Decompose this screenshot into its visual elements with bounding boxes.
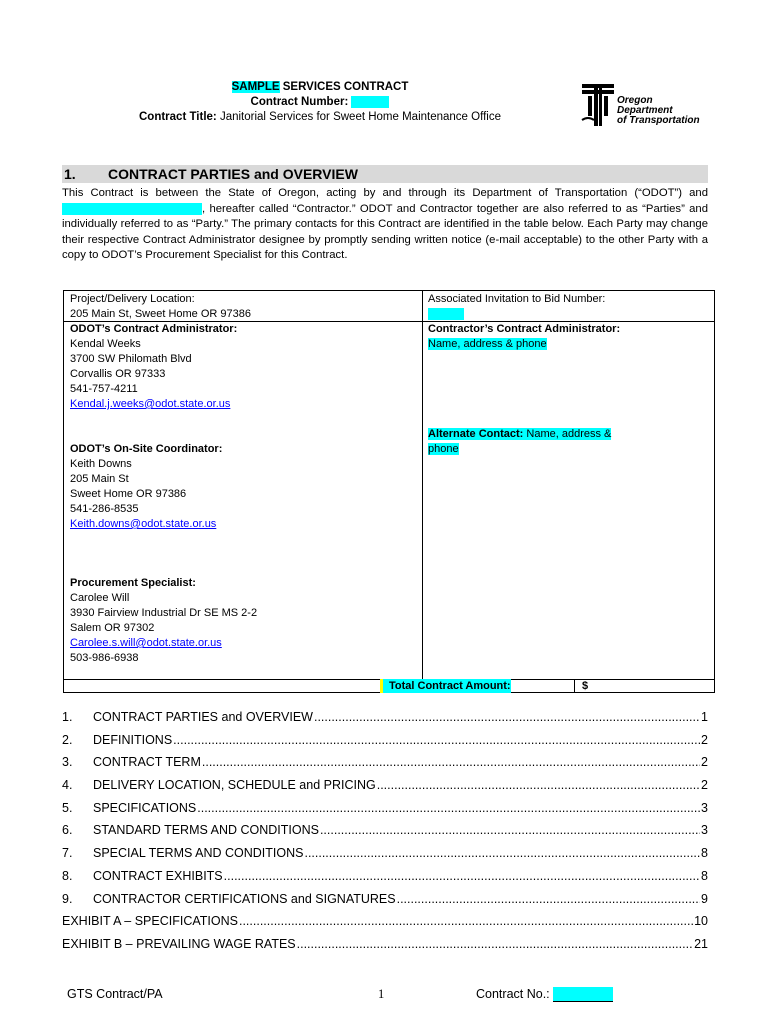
toc-leader-dots bbox=[304, 846, 700, 860]
sample-highlight: SAMPLE bbox=[231, 81, 280, 93]
toc-entry[interactable] bbox=[62, 892, 708, 915]
toc-entry[interactable] bbox=[62, 710, 708, 733]
toc-entry-title: SPECIFICATIONS bbox=[93, 800, 197, 815]
contract-number-blank[interactable] bbox=[351, 96, 389, 108]
footer-contract-number-blank[interactable] bbox=[553, 987, 613, 1002]
odot-admin-email-link[interactable]: Kendal.j.weeks@odot.state.or.us bbox=[70, 398, 231, 410]
toc-entry-page: 21 bbox=[694, 936, 708, 951]
toc-entry-page: 8 bbox=[701, 868, 708, 883]
toc-entry-page: 2 bbox=[701, 732, 708, 747]
table-divider bbox=[422, 291, 423, 679]
toc-entry-number: 2. bbox=[62, 732, 73, 747]
toc-leader-dots bbox=[224, 869, 700, 883]
toc-entry-page: 3 bbox=[701, 823, 708, 838]
toc-entry-page: 2 bbox=[701, 755, 708, 770]
toc-entry[interactable] bbox=[62, 778, 708, 801]
toc-leader-dots bbox=[314, 710, 700, 724]
procurement-specialist-cell: Procurement Specialist: Carolee Will 3930 Fairview Industrial Dr SE MS 2-2 Salem OR 97302 Carolee.s.will@odot.state.or.us 503-986-6938 bbox=[70, 577, 258, 664]
toc-leader-dots bbox=[173, 733, 700, 747]
toc-entry[interactable] bbox=[62, 937, 708, 960]
toc-entry[interactable] bbox=[62, 846, 708, 869]
bid-number-blank[interactable] bbox=[428, 308, 464, 320]
toc-entry-page: 1 bbox=[701, 710, 708, 724]
toc-entry-title: CONTRACT EXHIBITS bbox=[93, 868, 223, 883]
toc-entry-title: STANDARD TERMS AND CONDITIONS bbox=[93, 823, 319, 838]
odot-logo-text: Oregon Department of Transportation bbox=[617, 95, 700, 126]
toc-entry[interactable] bbox=[62, 801, 708, 824]
toc-entry-title: DELIVERY LOCATION, SCHEDULE and PRICING bbox=[93, 778, 376, 793]
alternate-contact-cell: Alternate Contact: Name, address & phone bbox=[428, 428, 612, 455]
toc-entry-title: SPECIAL TERMS AND CONDITIONS bbox=[93, 846, 304, 861]
toc-entry-number: 1. bbox=[62, 710, 73, 724]
total-amount-value[interactable]: $ bbox=[582, 680, 589, 692]
toc-entry-number: 7. bbox=[62, 846, 73, 861]
project-location-cell: Project/Delivery Location: 205 Main St, Sweet Home OR 97386 bbox=[70, 293, 251, 320]
toc-entry-number: 8. bbox=[62, 868, 73, 883]
toc-entry[interactable] bbox=[62, 823, 708, 846]
toc-entry-number: 3. bbox=[62, 755, 73, 770]
toc-leader-dots bbox=[397, 892, 700, 906]
toc-entry-title: CONTRACT PARTIES and OVERVIEW bbox=[93, 710, 313, 724]
odot-admin-cell: ODOT’s Contract Administrator: Kendal Weeks 3700 SW Philomath Blvd Corvallis OR 97333 541-757-4211 Kendal.j.weeks@odot.state.or.us bbox=[70, 323, 238, 410]
toc-entry-page: 8 bbox=[701, 846, 708, 861]
toc-entry[interactable] bbox=[62, 914, 708, 937]
toc-entry-title: EXHIBIT B – PREVAILING WAGE RATES bbox=[62, 936, 296, 951]
section-1-intro: This Contract is between the State of Oregon, acting by and through its Department of Transportation (“ODOT”) and , hereafter called “Contractor.” ODOT and Contractor together are also referred to as “Parties” and individually referred to as “Party.” The primary contacts for this Contract are identified in the table below. Each Party may change their respective Contract Administrator designee by promptly sending written notice (e-mail acceptable) to the other Party with a copy to ODOT’s Procurement Specialist for this Contract. bbox=[62, 187, 708, 261]
footer-form-id: GTS Contract/PA bbox=[67, 987, 163, 1001]
contract-number-line: Contract Number: bbox=[0, 95, 640, 110]
toc-leader-dots bbox=[297, 937, 693, 951]
toc-entry[interactable] bbox=[62, 733, 708, 756]
contract-parties-table bbox=[63, 290, 715, 693]
contractor-admin-cell: Contractor’s Contract Administrator: Name, address & phone bbox=[428, 323, 621, 350]
toc-entry-title: DEFINITIONS bbox=[93, 732, 173, 747]
document-header bbox=[0, 80, 640, 125]
toc-entry-title: CONTRACT TERM bbox=[93, 755, 201, 770]
total-amount-label-cell bbox=[380, 679, 576, 693]
section-1-heading: 1. CONTRACT PARTIES and OVERVIEW bbox=[62, 165, 708, 183]
toc-entry-page: 10 bbox=[694, 914, 708, 929]
toc-leader-dots bbox=[377, 778, 700, 792]
toc-entry-number: 5. bbox=[62, 800, 73, 815]
odot-logo-icon bbox=[580, 82, 616, 128]
footer-page-number: 1 bbox=[378, 987, 385, 1001]
contractor-admin-placeholder[interactable]: Name, address & phone bbox=[428, 338, 547, 350]
table-divider bbox=[574, 679, 575, 693]
toc-entry-page: 2 bbox=[701, 778, 708, 793]
toc-entry-title: EXHIBIT A – SPECIFICATIONS bbox=[62, 914, 238, 929]
total-amount-label: Total Contract Amount: bbox=[380, 679, 511, 693]
toc-leader-dots bbox=[202, 755, 700, 769]
toc-entry[interactable] bbox=[62, 755, 708, 778]
contractor-name-blank[interactable] bbox=[62, 203, 202, 215]
toc-leader-dots bbox=[239, 914, 693, 928]
toc-entry-page: 9 bbox=[701, 891, 708, 906]
procurement-email-link[interactable]: Carolee.s.will@odot.state.or.us bbox=[70, 637, 222, 649]
toc-leader-dots bbox=[320, 823, 700, 837]
toc-entry-title: CONTRACTOR CERTIFICATIONS and SIGNATURES bbox=[93, 891, 396, 906]
table-of-contents bbox=[62, 710, 708, 960]
onsite-email-link[interactable]: Keith.downs@odot.state.or.us bbox=[70, 518, 217, 530]
toc-entry-page: 3 bbox=[701, 800, 708, 815]
toc-leader-dots bbox=[197, 801, 700, 815]
footer-contract-number: Contract No.: bbox=[476, 986, 613, 1002]
contract-title-line: Contract Title: Janitorial Services for Sweet Home Maintenance Office bbox=[139, 111, 501, 123]
odot-logo bbox=[580, 82, 720, 128]
onsite-coordinator-cell: ODOT’s On-Site Coordinator: Keith Downs 205 Main St Sweet Home OR 97386 541-286-8535 Keith.downs@odot.state.or.us bbox=[70, 443, 223, 530]
bid-number-cell: Associated Invitation to Bid Number: bbox=[428, 292, 605, 322]
toc-entry[interactable] bbox=[62, 869, 708, 892]
contract-type-heading: SAMPLE SERVICES CONTRACT bbox=[231, 81, 409, 93]
toc-entry-number: 9. bbox=[62, 891, 73, 906]
toc-entry-number: 6. bbox=[62, 823, 73, 838]
toc-entry-number: 4. bbox=[62, 778, 73, 793]
